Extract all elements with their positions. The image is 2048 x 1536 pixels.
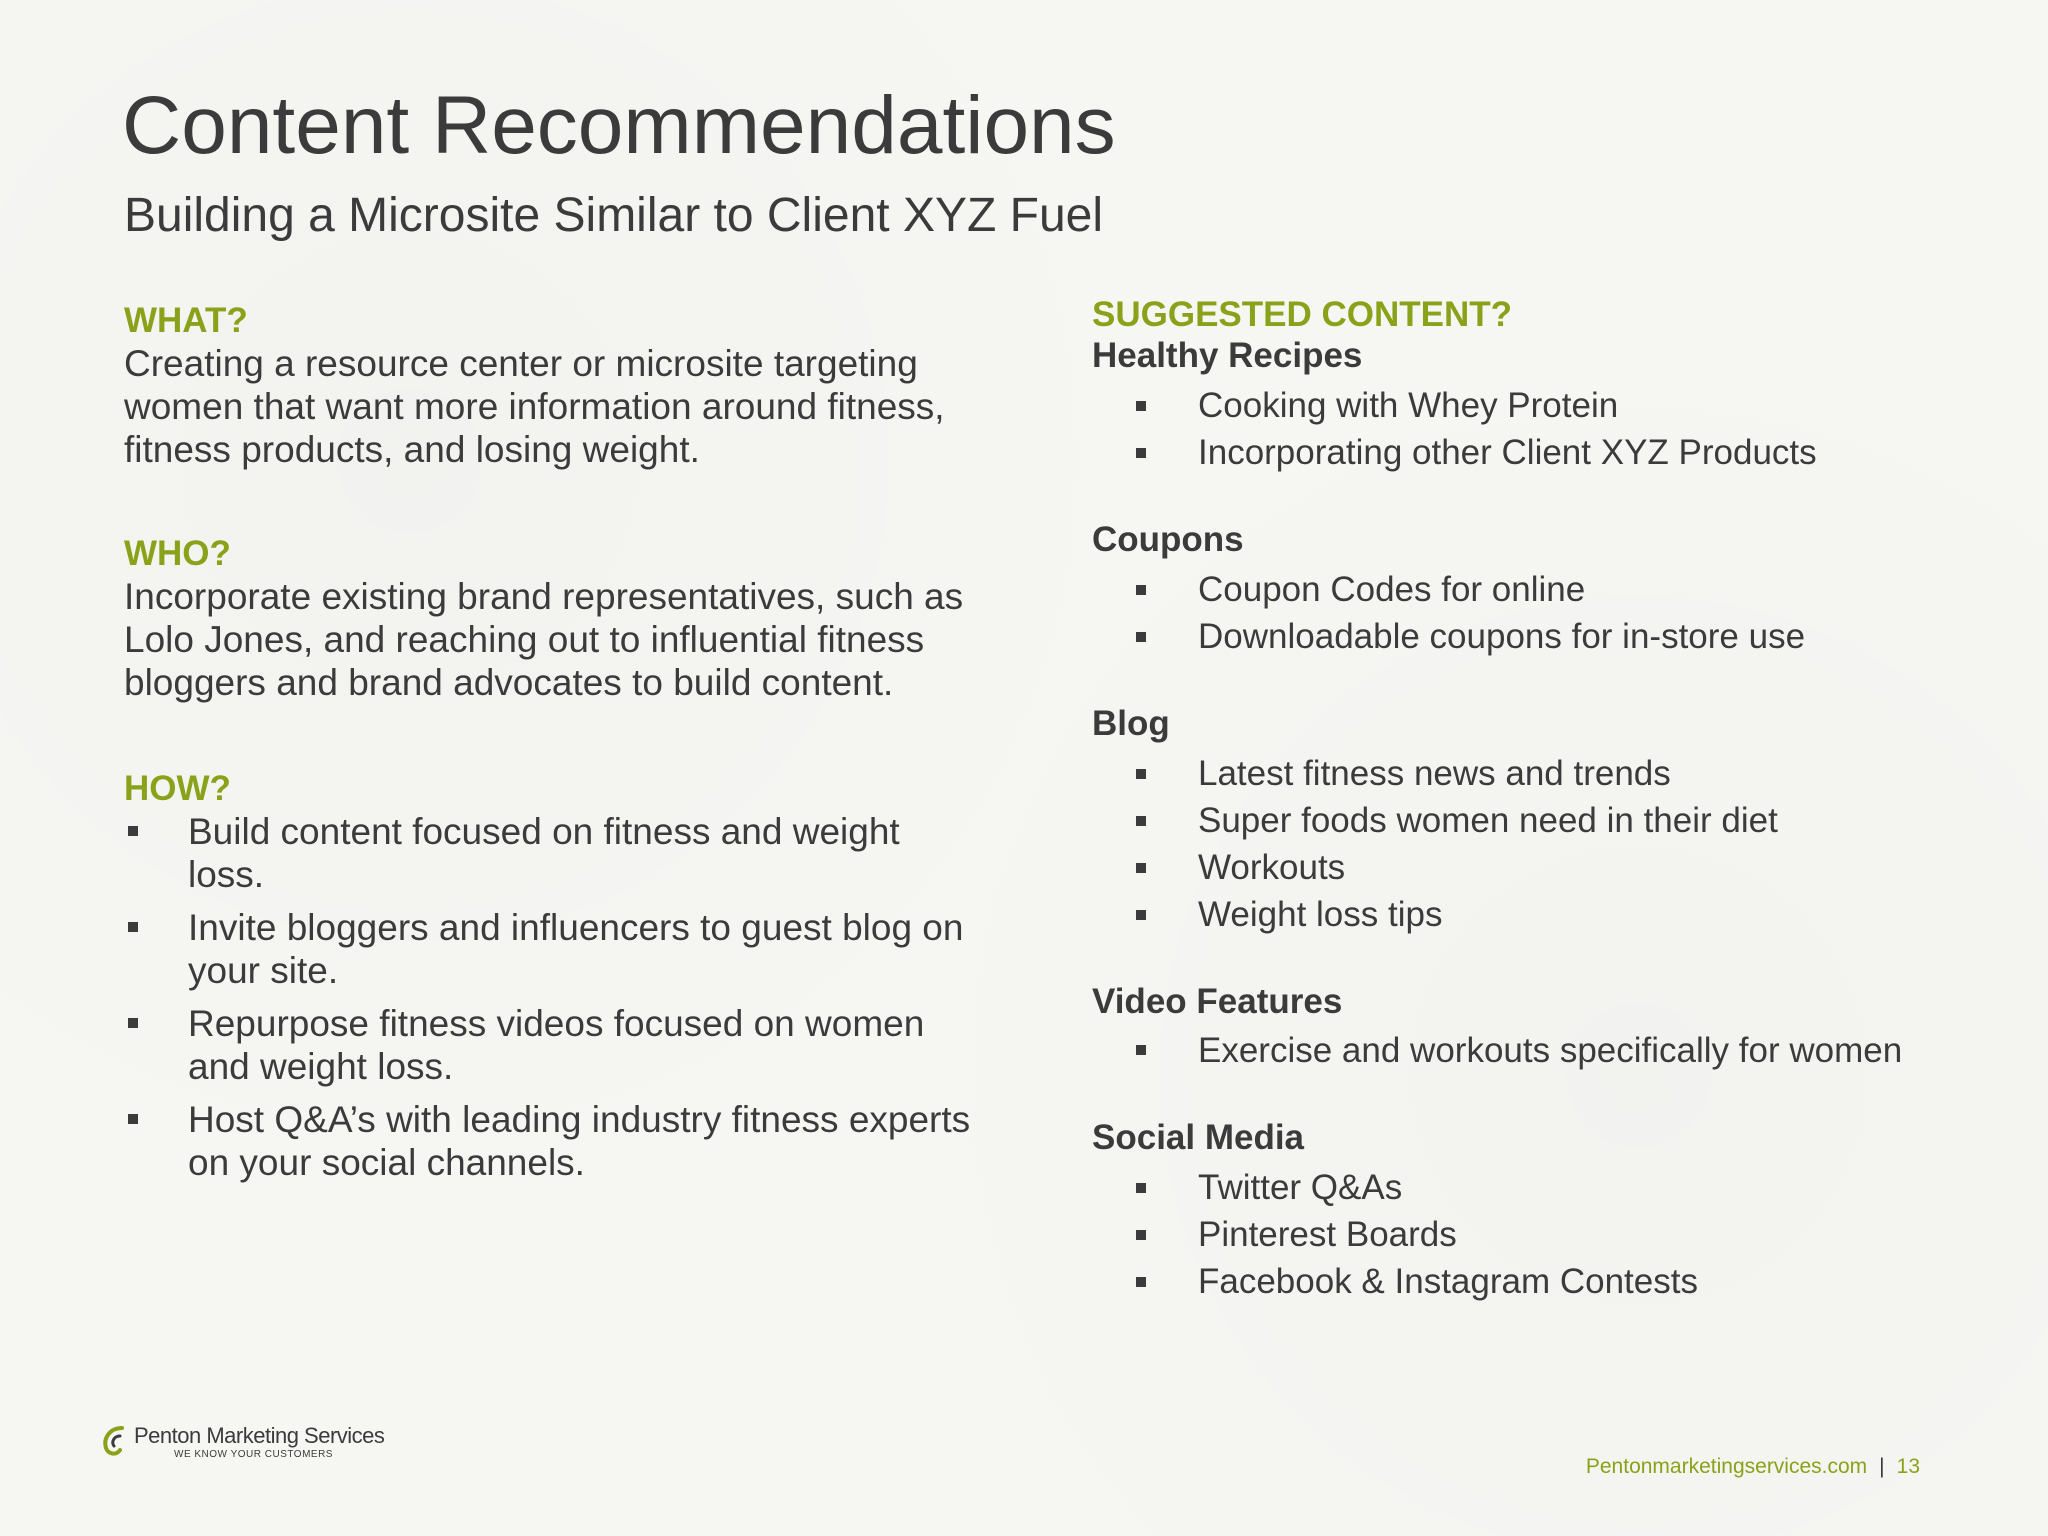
- group-title: Social Media: [1092, 1118, 1305, 1157]
- group-title: Healthy Recipes: [1092, 336, 1363, 375]
- group-coupons: [1092, 520, 1972, 660]
- square-bullet-icon: [128, 1018, 138, 1028]
- list-item: [1092, 844, 1972, 891]
- how-item: [124, 906, 984, 992]
- list-item-text: Incorporating other Client XYZ Products: [1198, 433, 1817, 472]
- list-item-text: Latest fitness news and trends: [1198, 754, 1671, 793]
- square-bullet-icon: [1136, 863, 1146, 873]
- square-bullet-icon: [1136, 1045, 1146, 1055]
- square-bullet-icon: [1136, 769, 1146, 779]
- square-bullet-icon: [1136, 448, 1146, 458]
- logo-text: [134, 1424, 384, 1462]
- how-heading: HOW?: [124, 769, 231, 808]
- square-bullet-icon: [128, 922, 138, 932]
- list-item-text: Pinterest Boards: [1198, 1215, 1457, 1254]
- list-item-text: Downloadable coupons for in-store use: [1198, 617, 1806, 656]
- square-bullet-icon: [1136, 585, 1146, 595]
- group-list: [1092, 382, 1972, 476]
- how-item: [124, 810, 984, 896]
- group-video-features: [1092, 982, 1972, 1074]
- square-bullet-icon: [1136, 401, 1146, 411]
- list-item: [1092, 1211, 1972, 1258]
- group-list: [1092, 1164, 1972, 1305]
- logo-name: Penton Marketing Services: [134, 1423, 385, 1448]
- who-text: Incorporate existing brand representatives, such as Lolo Jones, and reaching out to influential fitness bloggers and brand advocates to build content.: [124, 576, 964, 703]
- list-item: [1092, 1258, 1972, 1305]
- list-item: [1092, 891, 1972, 938]
- square-bullet-icon: [128, 826, 138, 836]
- list-item-text: Cooking with Whey Protein: [1198, 386, 1619, 425]
- what-section: [124, 300, 984, 471]
- how-section: [124, 768, 984, 1184]
- square-bullet-icon: [128, 1114, 138, 1124]
- square-bullet-icon: [1136, 816, 1146, 826]
- list-item: [1092, 1028, 1972, 1074]
- penton-swirl-icon: [100, 1424, 130, 1458]
- logo-tagline: WE KNOW YOUR CUSTOMERS: [174, 1449, 333, 1460]
- list-item-text: Super foods women need in their diet: [1198, 801, 1778, 840]
- footer: [1586, 1454, 1920, 1480]
- list-item-text: Facebook & Instagram Contests: [1198, 1262, 1698, 1301]
- group-title: Blog: [1092, 704, 1170, 743]
- group-blog: [1092, 704, 1972, 938]
- group-title: Video Features: [1092, 982, 1343, 1021]
- group-list: [1092, 1028, 1972, 1074]
- group-social-media: [1092, 1118, 1972, 1305]
- how-item: [124, 1002, 984, 1088]
- list-item: [1092, 797, 1972, 844]
- how-item: [124, 1098, 984, 1184]
- square-bullet-icon: [1136, 1230, 1146, 1240]
- slide-title: Content Recommendations: [122, 80, 1116, 171]
- how-item-text: Build content focused on fitness and weight loss.: [188, 811, 900, 895]
- list-item-text: Coupon Codes for online: [1198, 570, 1586, 609]
- how-item-text: Repurpose fitness videos focused on women and weight loss.: [188, 1003, 925, 1087]
- footer-website: Pentonmarketingservices.com: [1585, 1455, 1868, 1478]
- list-item: [1092, 1164, 1972, 1211]
- square-bullet-icon: [1136, 632, 1146, 642]
- list-item-text: Twitter Q&As: [1198, 1168, 1403, 1207]
- how-item-text: Invite bloggers and influencers to guest blog on your site.: [188, 907, 964, 991]
- square-bullet-icon: [1136, 1183, 1146, 1193]
- list-item: [1092, 429, 1972, 476]
- group-healthy-recipes: [1092, 336, 1972, 476]
- suggested-content-heading: SUGGESTED CONTENT?: [1092, 295, 1513, 334]
- how-list: [124, 810, 984, 1184]
- slide-subtitle: Building a Microsite Similar to Client XYZ Fuel: [124, 189, 1104, 242]
- group-list: [1092, 566, 1972, 660]
- list-item-text: Weight loss tips: [1198, 895, 1443, 934]
- list-item: [1092, 613, 1972, 660]
- what-text: Creating a resource center or microsite targeting women that want more information around fitness, fitness products, and losing weight.: [124, 343, 945, 470]
- what-heading: WHAT?: [124, 301, 248, 340]
- list-item: [1092, 566, 1972, 613]
- left-column: [124, 300, 984, 1246]
- who-heading: WHO?: [124, 534, 231, 573]
- list-item: [1092, 750, 1972, 797]
- group-list: [1092, 750, 1972, 938]
- page-number: 13: [1896, 1455, 1920, 1478]
- square-bullet-icon: [1136, 1277, 1146, 1287]
- square-bullet-icon: [1136, 910, 1146, 920]
- how-item-text: Host Q&A’s with leading industry fitness experts on your social channels.: [188, 1099, 971, 1183]
- footer-separator: |: [1879, 1455, 1885, 1478]
- list-item-text: Exercise and workouts specifically for women: [1198, 1031, 1903, 1070]
- list-item: [1092, 382, 1972, 429]
- penton-logo: [100, 1424, 384, 1462]
- list-item-text: Workouts: [1198, 848, 1346, 887]
- group-title: Coupons: [1092, 520, 1244, 559]
- who-section: [124, 533, 984, 704]
- right-column: [1092, 294, 1972, 1349]
